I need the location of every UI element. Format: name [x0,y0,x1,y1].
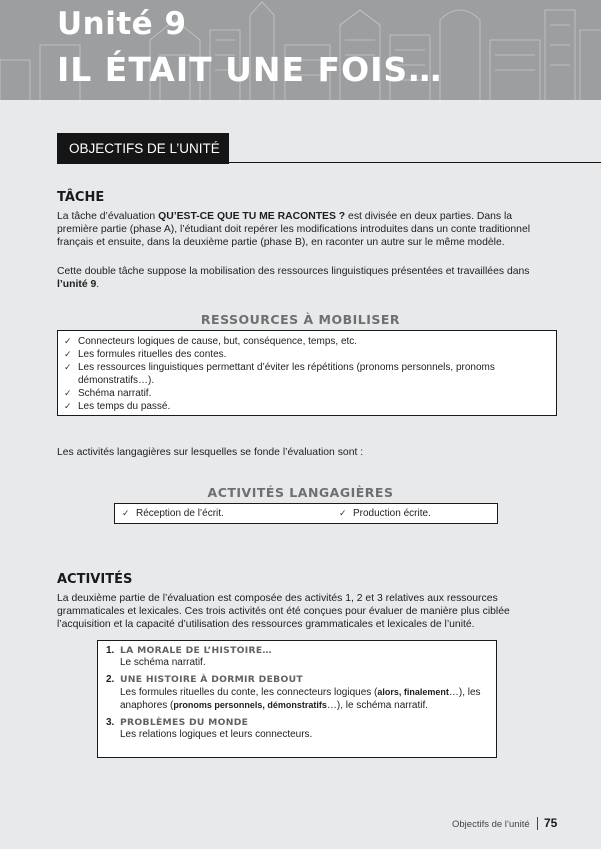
footer-separator [537,817,538,830]
activity-item [106,717,496,742]
tache-paragraph-2: Cette double tâche suppose la mobilisation des ressources linguistiques présentées et travaillées dans l’unité 9. [57,266,530,290]
activites-langagieres-title: ACTIVITÉS LANGAGIÈRES [207,485,394,500]
activity-number: 2. [106,673,115,685]
check-icon: ✓ [64,401,72,411]
ressource-item: ✓ Les temps du passé. [64,401,171,412]
activity-description: Les relations logiques et leurs connecteurs. [120,728,313,740]
activity-name: UNE HISTOIRE À DORMIR DEBOUT [120,673,303,685]
tache-heading: TÂCHE [57,190,105,205]
activity-description: Le schéma narratif. [120,657,206,668]
unit-title: IL ÉTAIT UNE FOIS… [57,50,443,89]
activity-item [106,674,496,713]
activity-name: PROBLÈMES DU MONDE [120,716,249,728]
activites-paragraph: La deuxième partie de l’évaluation est composée des activités 1, 2 et 3 relatives aux ressources grammaticales et lexicales. Ces trois activités ont été conçues pour évaluer de manière plus ciblée l’acquisition et la capacité d’utilisation des ressources grammaticales et lexicales de l’unité. [57,593,510,630]
langagiere-item: ✓ Production écrite. [339,508,431,519]
activity-number: 1. [106,645,115,656]
footer-label: Objectifs de l’unité [452,819,530,830]
check-icon: ✓ [64,362,72,372]
check-icon: ✓ [339,508,347,518]
activites-list-box [97,640,497,758]
ressource-item: ✓ Les ressources linguistiques permettant d’éviter les répétitions (pronoms personnels, pronoms démonstratifs…). [64,362,495,386]
activity-description: Les formules rituelles du conte, les connecteurs logiques (alors, finalement…), les anaphores (pronoms personnels, démonstratifs…), le schéma narratif. [120,686,481,711]
activity-name: LA MORALE DE L’HISTOIRE… [120,645,272,656]
tache-paragraph-1: La tâche d’évaluation QU’EST-CE QUE TU ME RACONTES ? est divisée en deux parties. Dans la première partie (phase A), l’étudiant doit repérer les modifications introduites dans un conte traditionnel français et ensuite, dans la deuxième partie (phase B), en raconter un autre sur le même modèle. [57,211,531,248]
activity-item [106,645,496,670]
objectives-divider [229,162,601,163]
check-icon: ✓ [64,388,72,398]
activity-number: 3. [106,716,115,728]
header-banner [0,0,601,100]
activites-heading: ACTIVITÉS [57,572,133,587]
ressources-box [57,330,557,416]
check-icon: ✓ [64,349,72,359]
page-number: 75 [544,816,558,830]
ressources-title: RESSOURCES À MOBILISER [200,312,401,327]
langagieres-intro: Les activités langagières sur lesquelles se fonde l’évaluation sont : [57,447,364,458]
ressource-item: ✓ Schéma narratif. [64,388,152,399]
ressource-item: ✓ Connecteurs logiques de cause, but, conséquence, temps, etc. [64,336,358,347]
ressource-item: ✓ Les formules rituelles des contes. [64,349,227,360]
activites-langagieres-box [114,503,498,524]
langagiere-item: ✓ Réception de l’écrit. [122,508,224,519]
check-icon: ✓ [122,508,130,518]
check-icon: ✓ [64,336,72,346]
objectives-bar: OBJECTIFS DE L’UNITÉ [57,133,229,164]
unit-label: Unité 9 [57,6,187,42]
